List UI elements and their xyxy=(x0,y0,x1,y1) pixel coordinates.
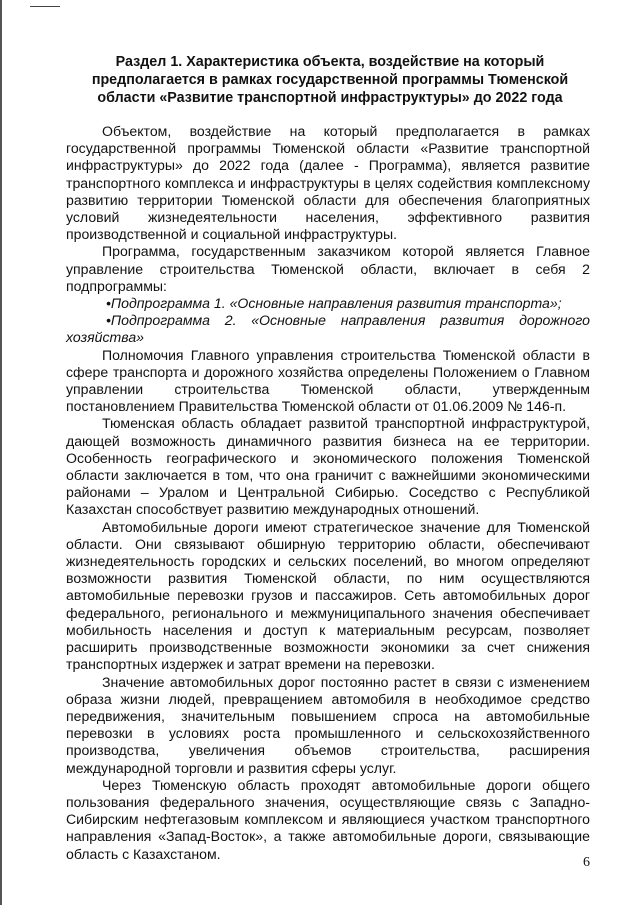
paragraph-federal-roads: Через Тюменскую область проходят автомобильные дороги общего пользования федерального значения, осуществляющие связь с Западно-Сибирским нефтегазовым комплексом и являющиеся участком транспортного направления «Запад-Восток», а также автомобильные дороги, связывающие область с Казахстаном. xyxy=(66,776,590,862)
subprogram-item-2: •Подпрограмма 2. «Основные направления развития дорожного хозяйства» xyxy=(66,312,590,346)
page-edge-line xyxy=(0,0,2,905)
paragraph-authority: Полномочия Главного управления строительства Тюменской области в сфере транспорта и дорожного хозяйства определены Положением о Главном управлении строительства Тюменской области, утвержденным постановлением Правительства Тюменской области от 01.06.2009 № 146-п. xyxy=(66,346,590,415)
page-number: 6 xyxy=(583,855,590,870)
paragraph-roads-importance: Автомобильные дороги имеют стратегическое значение для Тюменской области. Они связывают обширную территорию области, обеспечивают жизнедеятельность городских и сельских поселений, во многом определяют возможности развития Тюменской области, по ним осуществляются автомобильные перевозки грузов и пассажиров. Сеть автомобильных дорог федерального, регионального и межмуниципального значения обеспечивает мобильность населения и доступ к материальным ресурсам, позволяет расширить производственные возможности экономики за счет снижения транспортных издержек и затрат времени на перевозки. xyxy=(66,518,590,673)
paragraph-object: Объектом, воздействие на который предполагается в рамках государственной программы Тюменской области «Развитие транспортной инфраструктуры» до 2022 года (далее - Программа), является развитие транспортного комплекса и инфраструктуры в целях содействия комплексному развитию территории Тюменской области для обеспечения благоприятных условий жизнедеятельности населения, эффективного развития производственной и социальной инфраструктуры. xyxy=(66,123,590,243)
document-body xyxy=(66,123,590,863)
subprogram-item-1: •Подпрограмма 1. «Основные направления развития транспорта»; xyxy=(106,295,562,312)
section-title: Раздел 1. Характеристика объекта, воздействие на который предполагается в рамках государственной программы Тюменской области «Развитие транспортной инфраструктуры» до 2022 года xyxy=(91,54,569,106)
scan-mark xyxy=(30,6,60,7)
paragraph-roads-value: Значение автомобильных дорог постоянно растет в связи с изменением образа жизни людей, превращением автомобиля в необходимое средство передвижения, значительным повышением спроса на автомобильные перевозки в условиях роста промышленного и сельскохозяйственного производства, увеличения объемов строительства, расширения международной торговли и развития сферы услуг. xyxy=(66,673,590,776)
paragraph-region: Тюменская область обладает развитой транспортной инфраструктурой, дающей возможность динамичного развития бизнеса на ее территории. Особенность географического и экономического положения Тюменской области заключается в том, что она граничит с важнейшими экономическими районами – Уралом и Центральной Сибирью. Соседство с Республикой Казахстан способствует развитию международных отношений. xyxy=(66,415,590,518)
paragraph-program: Программа, государственным заказчиком которой является Главное управление строительства Тюменской области, включает в себя 2 подпрограммы: xyxy=(66,243,590,294)
